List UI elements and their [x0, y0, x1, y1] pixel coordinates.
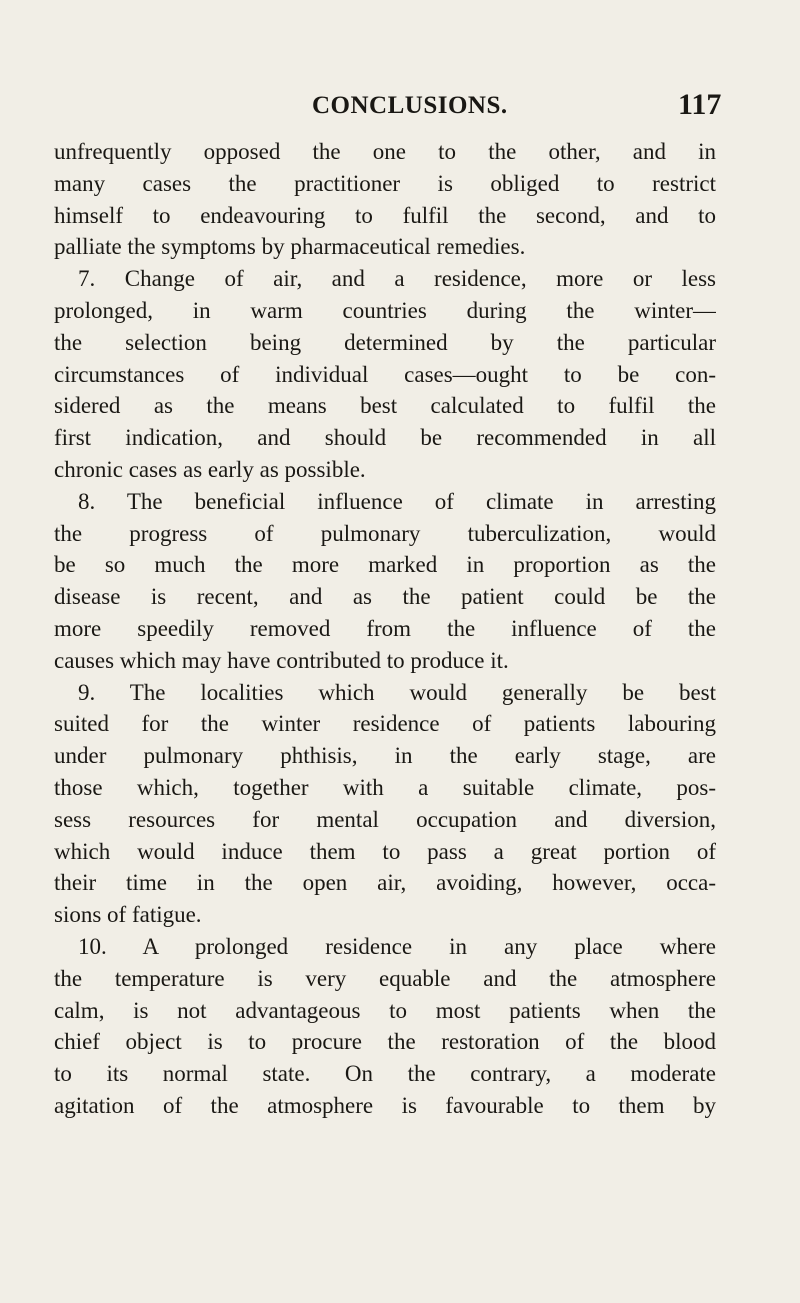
running-title: CONCLUSIONS. — [312, 92, 508, 119]
body-text — [54, 136, 716, 1122]
text-line: sess resources for mental occupation and diversion, — [54, 806, 716, 832]
text-line: under pulmonary phthisis, in the early stage, are — [54, 743, 716, 769]
text-line: palliate the symptoms by pharmaceutical remedies. — [54, 234, 526, 260]
text-line: those which, together with a suitable climate, pos- — [54, 774, 716, 800]
paragraph-7-start: 7. Change of air, and a residence, more or less — [78, 266, 716, 292]
text-line: the selection being determined by the particular — [54, 329, 716, 355]
text-line: himself to endeavouring to fulfil the second, and to — [54, 202, 716, 228]
paragraph-9-start: 9. The localities which would generally be best — [78, 679, 716, 705]
text-line: the temperature is very equable and the atmosphere — [54, 965, 716, 991]
text-line: chronic cases as early as possible. — [54, 456, 366, 482]
paragraph-8-start: 8. The beneficial influence of climate in arresting — [78, 488, 716, 514]
text-line: more speedily removed from the influence of the — [54, 615, 716, 641]
text-line: the progress of pulmonary tuberculization, would — [54, 520, 716, 546]
text-line: many cases the practitioner is obliged to restrict — [54, 170, 716, 196]
text-line: calm, is not advantageous to most patients when the — [54, 997, 716, 1023]
text-line: sions of fatigue. — [54, 902, 202, 928]
text-line: which would induce them to pass a great portion of — [54, 838, 716, 864]
text-line: to its normal state. On the contrary, a moderate — [54, 1061, 716, 1087]
text-line: causes which may have contributed to produce it. — [54, 647, 509, 673]
text-line: agitation of the atmosphere is favourable to them by — [54, 1092, 716, 1118]
text-line: disease is recent, and as the patient could be the — [54, 584, 716, 610]
text-line: first indication, and should be recommended in all — [54, 425, 716, 451]
page-number: 117 — [678, 88, 722, 121]
text-line: suited for the winter residence of patients labouring — [54, 711, 716, 737]
text-line: chief object is to procure the restoration of the blood — [54, 1029, 716, 1055]
text-line: circumstances of individual cases—ought to be con- — [54, 361, 716, 387]
text-line: their time in the open air, avoiding, however, occa- — [54, 870, 716, 896]
text-line: be so much the more marked in proportion as the — [54, 552, 716, 578]
text-line: unfrequently opposed the one to the other, and in — [54, 139, 716, 164]
running-head — [0, 86, 800, 126]
text-line: sidered as the means best calculated to fulfil the — [54, 393, 716, 419]
text-line: prolonged, in warm countries during the winter— — [54, 297, 716, 323]
paragraph-10-start: 10. A prolonged residence in any place where — [78, 933, 716, 959]
